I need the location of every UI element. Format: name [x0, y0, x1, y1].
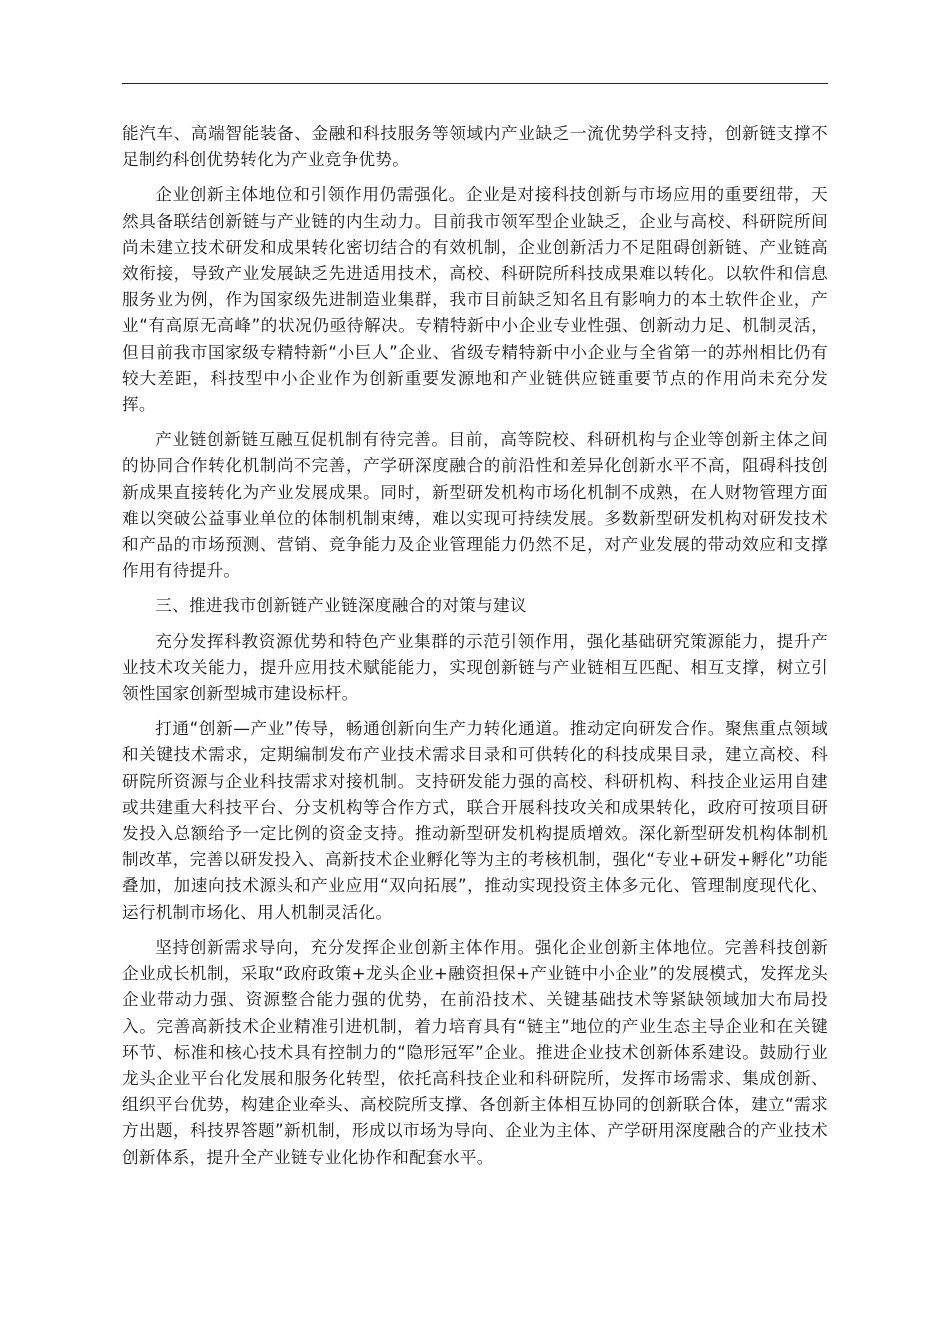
section-heading: 三、推进我市创新链产业链深度融合的对策与建议 — [155, 596, 527, 616]
paragraph-continuation: 能汽车、高端智能装备、金融和科技服务等领域内产业缺乏一流优势学科支持，创新链支撑不足制约科创优势转化为产业竞争优势。 — [122, 124, 828, 170]
paragraph-chain-integration: 产业链创新链互融互促机制有待完善。目前，高等院校、科研机构与企业等创新主体之间的协同合作转化机制尚不完善，产学研深度融合的前沿性和差异化创新水平不高，阻碍科技创新成果直接转化为产业发展成果。同时，新型研发机构市场化机制不成熟，在人财物管理方面难以突破公益事业单位的体制机制束缚，难以实现可持续发展。多数新型研发机构对研发技术和产品的市场预测、营销、竞争能力及企业管理能力仍然不足，对产业发展的带动效应和支撑作用有待提升。 — [122, 430, 828, 581]
document-body — [122, 121, 828, 1180]
paragraph-section-intro: 充分发挥科教资源优势和特色产业集群的示范引领作用，强化基础研究策源能力，提升产业技术攻关能力，提升应用技术赋能能力，实现创新链与产业链相互匹配、相互支撑，树立引领性国家创新型城市建设标杆。 — [122, 631, 828, 704]
header-rule — [122, 83, 828, 84]
paragraph-enterprise-demand: 坚持创新需求导向，充分发挥企业创新主体作用。强化企业创新主体地位。完善科技创新企业成长机制，采取“政府政策+龙头企业+融资担保+产业链中小企业”的发展模式，发挥龙头企业带动力强、资源整合能力强的优势，在前沿技术、关键基础技术等紧缺领域加大布局投入。完善高新技术企业精准引进机制，着力培育具有“链主”地位的产业生态主导企业和在关键环节、标准和核心技术具有控制力的“隐形冠军”企业。推进企业技术创新体系建设。鼓励行业龙头企业平台化发展和服务化转型，依托高科技企业和科研院所，发挥市场需求、集成创新、组织平台优势，构建企业牵头、高校院所支撑、各创新主体相互协同的创新联合体，建立“需求方出题，科技界答题”新机制，形成以市场为导向、企业为主体、产学研用深度融合的产业技术创新体系，提升全产业链专业化协作和配套水平。 — [122, 937, 828, 1167]
paragraph-enterprise-innovation: 企业创新主体地位和引领作用仍需强化。企业是对接科技创新与市场应用的重要纽带，天然具备联结创新链与产业链的内生动力。目前我市领军型企业缺乏，企业与高校、科研院所间尚未建立技术研发和成果转化密切结合的有效机制，企业创新活力不足阻碍创新链、产业链高效衔接，导致产业发展缺乏先进适用技术，高校、科研院所科技成果难以转化。以软件和信息服务业为例，作为国家级先进制造业集群，我市目前缺乏知名且有影响力的本土软件企业，产业“有高原无高峰”的状况仍亟待解决。专精特新中小企业专业性强、创新动力足、机制灵活，但目前我市国家级专精特新“小巨人”企业、省级专精特新中小企业与全省第一的苏州相比仍有较大差距，科技型中小企业作为创新重要发源地和产业链供应链重要节点的作用尚未充分发挥。 — [122, 185, 828, 415]
paragraph-innovation-transmission: 打通“创新—产业”传导，畅通创新向生产力转化通道。推动定向研发合作。聚焦重点领域和关键技术需求，定期编制发布产业技术需求目录和可供转化的科技成果目录，建立高校、科研院所资源与企业科技需求对接机制。支持研发能力强的高校、科研机构、科技企业运用自建或共建重大科技平台、分支机构等合作方式，联合开展科技攻关和成果转化，政府可按项目研发投入总额给予一定比例的资金支持。推动新型研发机构提质增效。深化新型研发机构体制机制改革，完善以研发投入、高新技术企业孵化等为主的考核机制，强化“专业+研发+孵化”功能叠加，加速向技术源头和产业应用“双向拓展”，推动实现投资主体多元化、管理制度现代化、运行机制市场化、用人机制灵活化。 — [122, 719, 828, 922]
